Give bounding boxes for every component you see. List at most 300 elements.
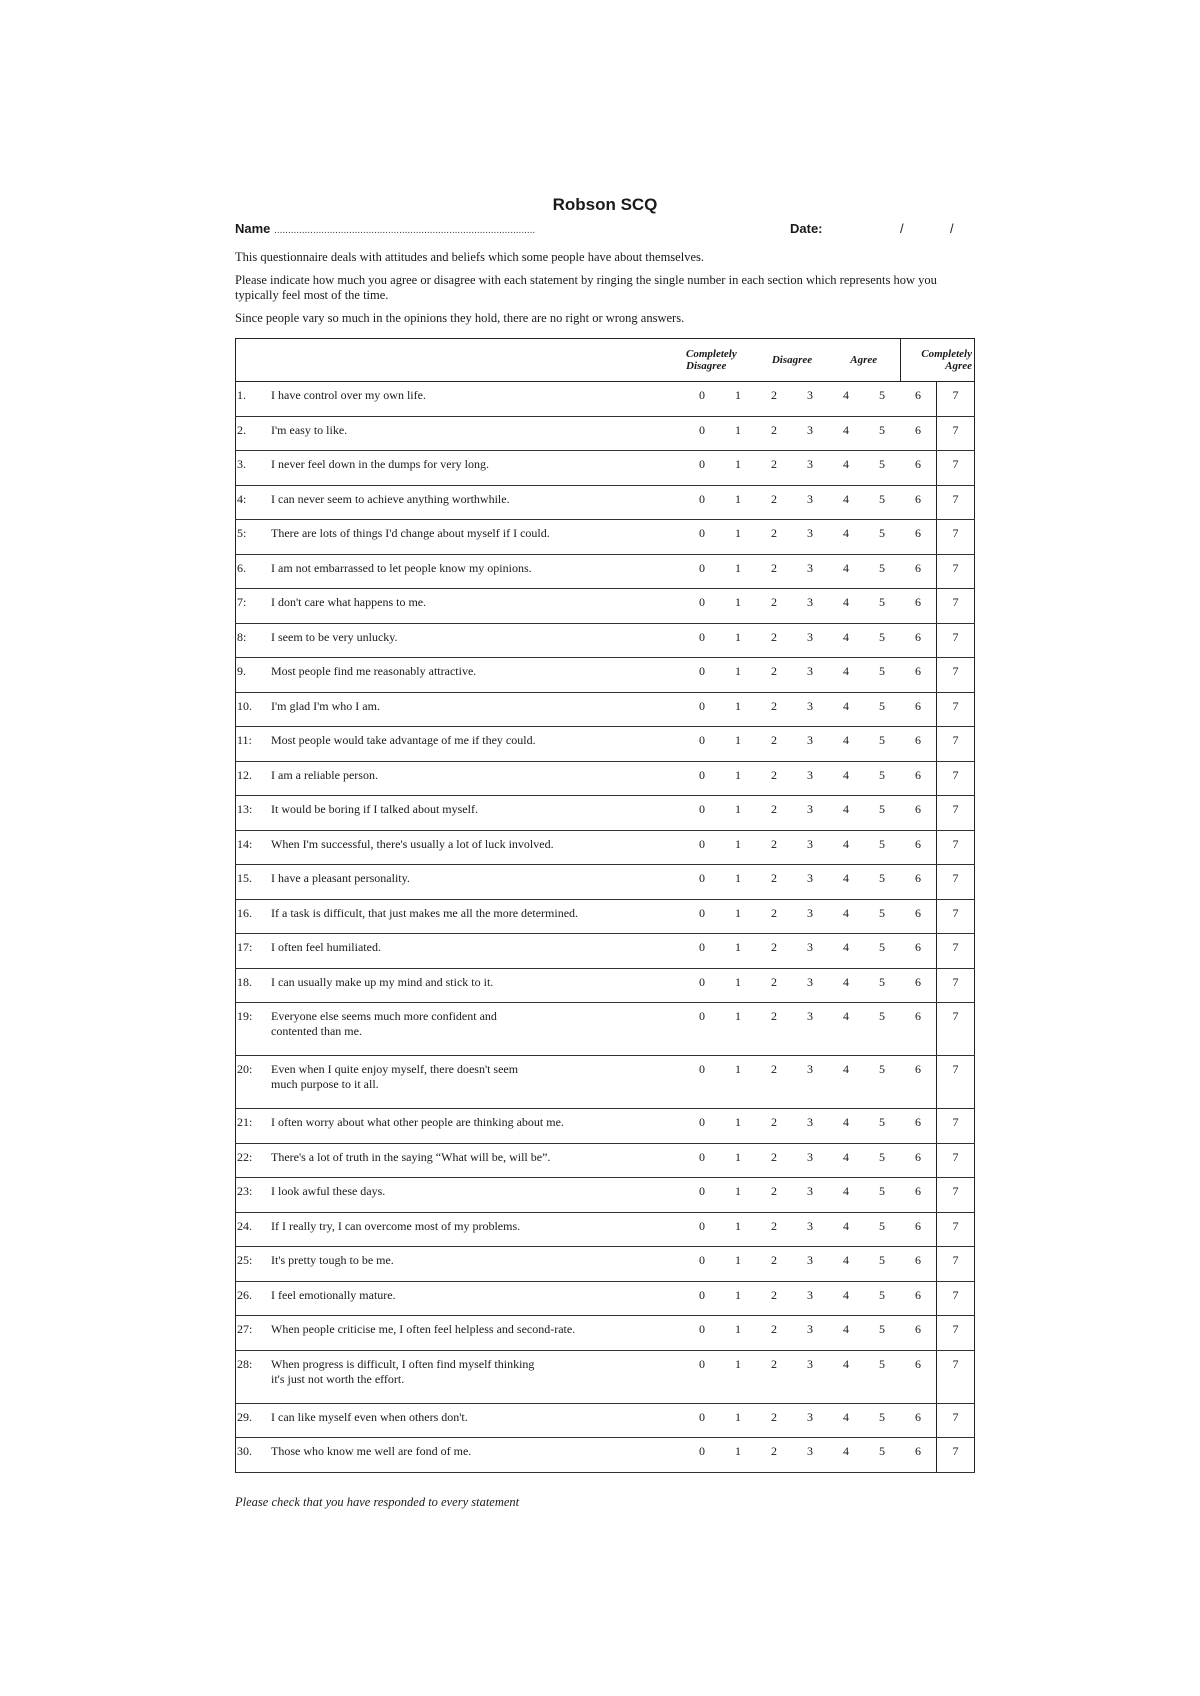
rating-option-0[interactable]: 0 — [684, 416, 720, 451]
rating-option-4[interactable]: 4 — [828, 416, 864, 451]
rating-option-5[interactable]: 5 — [864, 899, 900, 934]
rating-option-4[interactable]: 4 — [828, 865, 864, 900]
rating-option-7[interactable]: 7 — [937, 1350, 975, 1403]
rating-option-4[interactable]: 4 — [828, 830, 864, 865]
rating-option-7[interactable]: 7 — [937, 830, 975, 865]
rating-option-0[interactable]: 0 — [684, 1403, 720, 1438]
rating-option-2[interactable]: 2 — [756, 692, 792, 727]
rating-option-4[interactable]: 4 — [828, 1247, 864, 1282]
question-number: 16. — [236, 899, 272, 934]
rating-option-6[interactable]: 6 — [900, 796, 937, 831]
rating-option-3[interactable]: 3 — [792, 761, 828, 796]
question-row — [236, 1316, 975, 1351]
rating-option-0[interactable]: 0 — [684, 796, 720, 831]
rating-option-1[interactable]: 1 — [720, 692, 756, 727]
rating-option-3[interactable]: 3 — [792, 1403, 828, 1438]
statement-text: It would be boring if I talked about myself. — [271, 802, 478, 816]
rating-option-1[interactable]: 1 — [720, 623, 756, 658]
rating-option-6[interactable]: 6 — [900, 865, 937, 900]
rating-option-3[interactable]: 3 — [792, 1143, 828, 1178]
rating-option-2[interactable]: 2 — [756, 658, 792, 693]
rating-option-0[interactable]: 0 — [684, 382, 720, 417]
rating-option-2[interactable]: 2 — [756, 968, 792, 1003]
rating-option-6[interactable]: 6 — [900, 416, 937, 451]
rating-option-6[interactable]: 6 — [900, 1438, 937, 1473]
rating-option-3[interactable]: 3 — [792, 520, 828, 555]
rating-option-1[interactable]: 1 — [720, 1143, 756, 1178]
rating-option-3[interactable]: 3 — [792, 796, 828, 831]
rating-option-5[interactable]: 5 — [864, 796, 900, 831]
rating-option-0[interactable]: 0 — [684, 658, 720, 693]
rating-option-1[interactable]: 1 — [720, 658, 756, 693]
statement-text: I often worry about what other people are thinking about me. — [271, 1115, 564, 1129]
rating-option-5[interactable]: 5 — [864, 589, 900, 624]
question-statement — [271, 1003, 684, 1056]
rating-option-2[interactable]: 2 — [756, 1109, 792, 1144]
rating-option-0[interactable]: 0 — [684, 1316, 720, 1351]
question-statement — [271, 1438, 684, 1473]
question-row — [236, 899, 975, 934]
rating-option-6[interactable]: 6 — [900, 1316, 937, 1351]
rating-option-0[interactable]: 0 — [684, 1109, 720, 1144]
question-statement — [271, 520, 684, 555]
rating-option-7[interactable]: 7 — [937, 520, 975, 555]
rating-option-5[interactable]: 5 — [864, 1003, 900, 1056]
rating-option-3[interactable]: 3 — [792, 485, 828, 520]
rating-option-7[interactable]: 7 — [937, 623, 975, 658]
rating-option-5[interactable]: 5 — [864, 382, 900, 417]
rating-option-6[interactable]: 6 — [900, 1247, 937, 1282]
rating-option-2[interactable]: 2 — [756, 1056, 792, 1109]
rating-option-1[interactable]: 1 — [720, 968, 756, 1003]
rating-option-7[interactable]: 7 — [937, 589, 975, 624]
date-separator: / — [950, 221, 954, 236]
question-statement — [271, 1350, 684, 1403]
rating-option-1[interactable]: 1 — [720, 934, 756, 969]
question-row — [236, 1109, 975, 1144]
rating-option-1[interactable]: 1 — [720, 1247, 756, 1282]
rating-option-6[interactable]: 6 — [900, 1178, 937, 1213]
rating-option-1[interactable]: 1 — [720, 1281, 756, 1316]
rating-option-0[interactable]: 0 — [684, 934, 720, 969]
question-row — [236, 727, 975, 762]
rating-option-7[interactable]: 7 — [937, 1003, 975, 1056]
rating-option-2[interactable]: 2 — [756, 416, 792, 451]
rating-option-7[interactable]: 7 — [937, 451, 975, 486]
rating-option-4[interactable]: 4 — [828, 451, 864, 486]
rating-option-3[interactable]: 3 — [792, 589, 828, 624]
rating-option-6[interactable]: 6 — [900, 451, 937, 486]
rating-option-2[interactable]: 2 — [756, 1316, 792, 1351]
rating-option-2[interactable]: 2 — [756, 1281, 792, 1316]
question-number: 23: — [236, 1178, 272, 1213]
rating-option-0[interactable]: 0 — [684, 589, 720, 624]
rating-option-3[interactable]: 3 — [792, 1247, 828, 1282]
statement-text-continued: much purpose to it all. — [271, 1077, 379, 1091]
rating-option-2[interactable]: 2 — [756, 865, 792, 900]
rating-option-7[interactable]: 7 — [937, 1143, 975, 1178]
question-number: 20: — [236, 1056, 272, 1109]
question-number: 28: — [236, 1350, 272, 1403]
rating-option-3[interactable]: 3 — [792, 1438, 828, 1473]
rating-option-2[interactable]: 2 — [756, 589, 792, 624]
rating-option-1[interactable]: 1 — [720, 899, 756, 934]
rating-option-6[interactable]: 6 — [900, 1281, 937, 1316]
rating-option-5[interactable]: 5 — [864, 830, 900, 865]
rating-option-3[interactable]: 3 — [792, 623, 828, 658]
rating-option-4[interactable]: 4 — [828, 1056, 864, 1109]
rating-option-3[interactable]: 3 — [792, 382, 828, 417]
rating-option-2[interactable]: 2 — [756, 520, 792, 555]
rating-option-0[interactable]: 0 — [684, 554, 720, 589]
rating-option-3[interactable]: 3 — [792, 1281, 828, 1316]
rating-option-6[interactable]: 6 — [900, 382, 937, 417]
rating-option-2[interactable]: 2 — [756, 1247, 792, 1282]
rating-option-0[interactable]: 0 — [684, 1350, 720, 1403]
statement-text: I look awful these days. — [271, 1184, 386, 1198]
rating-option-1[interactable]: 1 — [720, 1350, 756, 1403]
rating-option-4[interactable]: 4 — [828, 968, 864, 1003]
rating-option-4[interactable]: 4 — [828, 1003, 864, 1056]
rating-option-2[interactable]: 2 — [756, 727, 792, 762]
rating-option-4[interactable]: 4 — [828, 623, 864, 658]
rating-option-3[interactable]: 3 — [792, 658, 828, 693]
rating-option-3[interactable]: 3 — [792, 692, 828, 727]
rating-option-6[interactable]: 6 — [900, 761, 937, 796]
rating-option-5[interactable]: 5 — [864, 865, 900, 900]
rating-option-5[interactable]: 5 — [864, 1316, 900, 1351]
rating-option-7[interactable]: 7 — [937, 1438, 975, 1473]
rating-option-1[interactable]: 1 — [720, 485, 756, 520]
rating-option-3[interactable]: 3 — [792, 727, 828, 762]
rating-option-7[interactable]: 7 — [937, 727, 975, 762]
rating-option-1[interactable]: 1 — [720, 1403, 756, 1438]
rating-option-7[interactable]: 7 — [937, 1109, 975, 1144]
rating-option-7[interactable]: 7 — [937, 1056, 975, 1109]
rating-option-0[interactable]: 0 — [684, 1056, 720, 1109]
rating-option-6[interactable]: 6 — [900, 623, 937, 658]
rating-option-7[interactable]: 7 — [937, 1281, 975, 1316]
rating-option-3[interactable]: 3 — [792, 830, 828, 865]
rating-option-3[interactable]: 3 — [792, 1003, 828, 1056]
rating-option-6[interactable]: 6 — [900, 485, 937, 520]
question-number: 10. — [236, 692, 272, 727]
rating-option-7[interactable]: 7 — [937, 1212, 975, 1247]
rating-option-1[interactable]: 1 — [720, 554, 756, 589]
rating-option-2[interactable]: 2 — [756, 382, 792, 417]
question-row — [236, 1003, 975, 1056]
rating-option-4[interactable]: 4 — [828, 1212, 864, 1247]
rating-option-1[interactable]: 1 — [720, 382, 756, 417]
rating-option-2[interactable]: 2 — [756, 899, 792, 934]
rating-option-6[interactable]: 6 — [900, 520, 937, 555]
rating-option-6[interactable]: 6 — [900, 692, 937, 727]
rating-option-4[interactable]: 4 — [828, 1281, 864, 1316]
rating-option-1[interactable]: 1 — [720, 1178, 756, 1213]
rating-option-7[interactable]: 7 — [937, 658, 975, 693]
question-statement — [271, 1212, 684, 1247]
rating-option-3[interactable]: 3 — [792, 554, 828, 589]
rating-option-5[interactable]: 5 — [864, 520, 900, 555]
rating-option-7[interactable]: 7 — [937, 485, 975, 520]
rating-option-1[interactable]: 1 — [720, 1056, 756, 1109]
rating-option-6[interactable]: 6 — [900, 1109, 937, 1144]
rating-option-0[interactable]: 0 — [684, 1178, 720, 1213]
rating-option-2[interactable]: 2 — [756, 1212, 792, 1247]
rating-option-2[interactable]: 2 — [756, 1143, 792, 1178]
rating-option-1[interactable]: 1 — [720, 830, 756, 865]
page-title: Robson SCQ — [552, 195, 658, 214]
rating-option-6[interactable]: 6 — [900, 1403, 937, 1438]
rating-option-4[interactable]: 4 — [828, 692, 864, 727]
rating-option-1[interactable]: 1 — [720, 1109, 756, 1144]
rating-option-0[interactable]: 0 — [684, 1143, 720, 1178]
rating-option-6[interactable]: 6 — [900, 658, 937, 693]
rating-option-6[interactable]: 6 — [900, 1212, 937, 1247]
question-statement — [271, 1143, 684, 1178]
rating-option-5[interactable]: 5 — [864, 1350, 900, 1403]
rating-option-1[interactable]: 1 — [720, 589, 756, 624]
rating-option-6[interactable]: 6 — [900, 899, 937, 934]
rating-option-0[interactable]: 0 — [684, 451, 720, 486]
statement-text: Even when I quite enjoy myself, there doesn't seem — [271, 1062, 519, 1076]
rating-option-3[interactable]: 3 — [792, 1316, 828, 1351]
statement-text: I can usually make up my mind and stick to it. — [271, 974, 494, 989]
rating-option-0[interactable]: 0 — [684, 1003, 720, 1056]
rating-option-4[interactable]: 4 — [828, 796, 864, 831]
rating-option-1[interactable]: 1 — [720, 761, 756, 796]
rating-option-3[interactable]: 3 — [792, 899, 828, 934]
rating-option-2[interactable]: 2 — [756, 1178, 792, 1213]
rating-option-2[interactable]: 2 — [756, 1438, 792, 1473]
rating-option-2[interactable]: 2 — [756, 761, 792, 796]
question-row — [236, 1281, 975, 1316]
rating-option-1[interactable]: 1 — [720, 451, 756, 486]
rating-option-1[interactable]: 1 — [720, 1438, 756, 1473]
rating-option-3[interactable]: 3 — [792, 1056, 828, 1109]
rating-option-0[interactable]: 0 — [684, 1247, 720, 1282]
date-field[interactable] — [790, 221, 954, 236]
rating-option-2[interactable]: 2 — [756, 1003, 792, 1056]
rating-option-1[interactable]: 1 — [720, 1316, 756, 1351]
statement-text: If I really try, I can overcome most of my problems. — [271, 1218, 521, 1233]
rating-option-5[interactable]: 5 — [864, 451, 900, 486]
rating-option-3[interactable]: 3 — [792, 1350, 828, 1403]
rating-option-4[interactable]: 4 — [828, 761, 864, 796]
question-row — [236, 1247, 975, 1282]
rating-option-7[interactable]: 7 — [937, 1178, 975, 1213]
rating-option-7[interactable]: 7 — [937, 934, 975, 969]
rating-option-6[interactable]: 6 — [900, 1056, 937, 1109]
rating-option-1[interactable]: 1 — [720, 727, 756, 762]
rating-option-6[interactable]: 6 — [900, 968, 937, 1003]
rating-option-1[interactable]: 1 — [720, 416, 756, 451]
rating-option-5[interactable]: 5 — [864, 1109, 900, 1144]
rating-option-1[interactable]: 1 — [720, 1212, 756, 1247]
rating-option-0[interactable]: 0 — [684, 520, 720, 555]
rating-option-7[interactable]: 7 — [937, 761, 975, 796]
rating-option-4[interactable]: 4 — [828, 727, 864, 762]
question-row — [236, 1178, 975, 1213]
question-statement — [271, 865, 684, 900]
rating-option-6[interactable]: 6 — [900, 1143, 937, 1178]
rating-option-4[interactable]: 4 — [828, 1403, 864, 1438]
rating-option-7[interactable]: 7 — [937, 416, 975, 451]
rating-option-0[interactable]: 0 — [684, 761, 720, 796]
statement-text: I don't care what happens to me. — [271, 595, 427, 609]
rating-option-7[interactable]: 7 — [937, 899, 975, 934]
rating-option-7[interactable]: 7 — [937, 796, 975, 831]
rating-option-5[interactable]: 5 — [864, 623, 900, 658]
rating-option-4[interactable]: 4 — [828, 1316, 864, 1351]
rating-option-5[interactable]: 5 — [864, 1056, 900, 1109]
rating-option-5[interactable]: 5 — [864, 761, 900, 796]
rating-option-5[interactable]: 5 — [864, 416, 900, 451]
statement-text: I often feel humiliated. — [271, 940, 381, 954]
rating-option-2[interactable]: 2 — [756, 485, 792, 520]
question-row — [236, 1056, 975, 1109]
rating-option-3[interactable]: 3 — [792, 1212, 828, 1247]
rating-option-0[interactable]: 0 — [684, 727, 720, 762]
rating-option-5[interactable]: 5 — [864, 1143, 900, 1178]
question-row — [236, 1403, 975, 1438]
rating-option-3[interactable]: 3 — [792, 968, 828, 1003]
rating-option-4[interactable]: 4 — [828, 934, 864, 969]
rating-option-1[interactable]: 1 — [720, 520, 756, 555]
rating-option-0[interactable]: 0 — [684, 623, 720, 658]
rating-option-2[interactable]: 2 — [756, 554, 792, 589]
rating-option-7[interactable]: 7 — [937, 865, 975, 900]
rating-option-7[interactable]: 7 — [937, 968, 975, 1003]
question-number: 14: — [236, 830, 272, 865]
rating-option-3[interactable]: 3 — [792, 451, 828, 486]
rating-option-6[interactable]: 6 — [900, 934, 937, 969]
rating-option-5[interactable]: 5 — [864, 1403, 900, 1438]
rating-option-7[interactable]: 7 — [937, 1316, 975, 1351]
rating-option-2[interactable]: 2 — [756, 451, 792, 486]
question-statement — [271, 1403, 684, 1438]
rating-option-6[interactable]: 6 — [900, 589, 937, 624]
rating-option-2[interactable]: 2 — [756, 934, 792, 969]
rating-option-4[interactable]: 4 — [828, 520, 864, 555]
rating-option-7[interactable]: 7 — [937, 692, 975, 727]
question-number: 12. — [236, 761, 272, 796]
rating-option-4[interactable]: 4 — [828, 554, 864, 589]
question-number: 24. — [236, 1212, 272, 1247]
rating-option-4[interactable]: 4 — [828, 1438, 864, 1473]
rating-option-0[interactable]: 0 — [684, 968, 720, 1003]
rating-option-4[interactable]: 4 — [828, 1178, 864, 1213]
question-statement — [271, 658, 684, 693]
question-row — [236, 1438, 975, 1473]
rating-option-2[interactable]: 2 — [756, 1350, 792, 1403]
rating-option-4[interactable]: 4 — [828, 485, 864, 520]
rating-option-0[interactable]: 0 — [684, 692, 720, 727]
question-row — [236, 761, 975, 796]
rating-option-7[interactable]: 7 — [937, 382, 975, 417]
rating-option-6[interactable]: 6 — [900, 554, 937, 589]
rating-option-5[interactable]: 5 — [864, 658, 900, 693]
rating-option-0[interactable]: 0 — [684, 1438, 720, 1473]
rating-option-6[interactable]: 6 — [900, 830, 937, 865]
rating-option-3[interactable]: 3 — [792, 934, 828, 969]
question-number: 3. — [236, 451, 272, 486]
name-field[interactable]: .............................................................................................. — [274, 225, 536, 236]
rating-option-0[interactable]: 0 — [684, 1212, 720, 1247]
rating-option-4[interactable]: 4 — [828, 899, 864, 934]
rating-option-4[interactable]: 4 — [828, 1350, 864, 1403]
rating-option-0[interactable]: 0 — [684, 899, 720, 934]
header-completely-agree: Completely Agree — [900, 339, 975, 382]
question-statement — [271, 416, 684, 451]
rating-option-4[interactable]: 4 — [828, 589, 864, 624]
rating-option-1[interactable]: 1 — [720, 1003, 756, 1056]
question-number: 15. — [236, 865, 272, 900]
rating-option-6[interactable]: 6 — [900, 1350, 937, 1403]
rating-option-1[interactable]: 1 — [720, 865, 756, 900]
rating-option-5[interactable]: 5 — [864, 934, 900, 969]
rating-option-7[interactable]: 7 — [937, 554, 975, 589]
rating-option-6[interactable]: 6 — [900, 727, 937, 762]
question-statement — [271, 589, 684, 624]
questionnaire-table — [235, 338, 975, 1473]
name-label: Name — [235, 221, 271, 236]
date-label: Date: — [790, 221, 823, 236]
rating-option-0[interactable]: 0 — [684, 485, 720, 520]
rating-option-0[interactable]: 0 — [684, 830, 720, 865]
question-row — [236, 451, 975, 486]
question-number: 22: — [236, 1143, 272, 1178]
rating-option-0[interactable]: 0 — [684, 1281, 720, 1316]
rating-option-4[interactable]: 4 — [828, 1143, 864, 1178]
rating-option-5[interactable]: 5 — [864, 968, 900, 1003]
rating-option-3[interactable]: 3 — [792, 1109, 828, 1144]
rating-option-5[interactable]: 5 — [864, 485, 900, 520]
question-number: 4: — [236, 485, 272, 520]
question-number: 13: — [236, 796, 272, 831]
rating-option-5[interactable]: 5 — [864, 1438, 900, 1473]
rating-option-5[interactable]: 5 — [864, 727, 900, 762]
question-row — [236, 1350, 975, 1403]
question-number: 27: — [236, 1316, 272, 1351]
rating-option-3[interactable]: 3 — [792, 1178, 828, 1213]
header-completely-disagree: Completely Disagree — [684, 339, 756, 382]
rating-option-2[interactable]: 2 — [756, 830, 792, 865]
rating-option-7[interactable]: 7 — [937, 1247, 975, 1282]
rating-option-5[interactable]: 5 — [864, 1178, 900, 1213]
rating-option-5[interactable]: 5 — [864, 1281, 900, 1316]
rating-option-5[interactable]: 5 — [864, 554, 900, 589]
question-statement — [271, 1247, 684, 1282]
rating-option-2[interactable]: 2 — [756, 623, 792, 658]
note-paragraph: Since people vary so much in the opinions they hold, there are no right or wrong answers. — [235, 311, 685, 325]
rating-option-5[interactable]: 5 — [864, 1247, 900, 1282]
rating-option-5[interactable]: 5 — [864, 692, 900, 727]
rating-option-6[interactable]: 6 — [900, 1003, 937, 1056]
rating-option-1[interactable]: 1 — [720, 796, 756, 831]
rating-option-4[interactable]: 4 — [828, 658, 864, 693]
rating-option-7[interactable]: 7 — [937, 1403, 975, 1438]
rating-option-4[interactable]: 4 — [828, 382, 864, 417]
rating-option-3[interactable]: 3 — [792, 865, 828, 900]
rating-option-2[interactable]: 2 — [756, 796, 792, 831]
rating-option-5[interactable]: 5 — [864, 1212, 900, 1247]
question-number: 26. — [236, 1281, 272, 1316]
rating-option-3[interactable]: 3 — [792, 416, 828, 451]
rating-option-2[interactable]: 2 — [756, 1403, 792, 1438]
rating-option-4[interactable]: 4 — [828, 1109, 864, 1144]
rating-option-0[interactable]: 0 — [684, 865, 720, 900]
